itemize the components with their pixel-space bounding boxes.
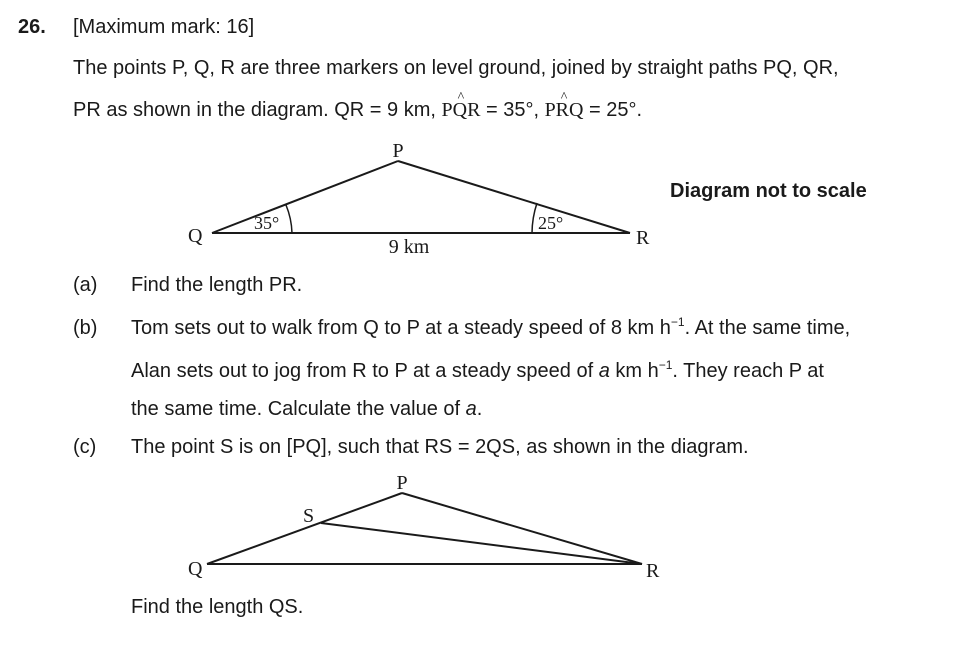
variable-a-2: a xyxy=(465,398,477,420)
part-b-line-2-sup: −1 xyxy=(658,358,673,372)
part-b-line-2-mid: km h xyxy=(609,360,659,382)
part-c-label: (c) xyxy=(73,436,97,458)
intro-line-2-prefix: PR as shown in the diagram. QR = 9 km, xyxy=(73,99,442,121)
angle-arc-q xyxy=(286,205,292,233)
side-pq-2 xyxy=(207,493,402,564)
angle-arc-r xyxy=(532,203,537,233)
part-b-line-2-start: Alan sets out to jog from R to P at a steady speed of xyxy=(131,360,599,382)
part-b-line-2-end: . They reach P at xyxy=(672,360,824,382)
part-a-text: Find the length PR. xyxy=(131,274,303,296)
segment-rs xyxy=(321,523,642,564)
angle-pqr-label: ^ PQR xyxy=(442,99,481,122)
vertex-label-p-2: P xyxy=(396,472,408,494)
diagram-note: Diagram not to scale xyxy=(670,180,867,202)
part-a-label: (a) xyxy=(73,274,98,296)
vertex-label-r: R xyxy=(636,227,650,249)
part-b-line-3-end: . xyxy=(476,398,483,420)
side-pq xyxy=(212,161,398,233)
intro-line-1: The points P, Q, R are three markers on level ground, joined by straight paths PQ, QR, xyxy=(73,57,839,79)
vertex-label-q: Q xyxy=(188,225,203,247)
angle-prq-label: ^ PRQ xyxy=(545,99,584,122)
part-b-line-1-sup: −1 xyxy=(670,315,685,329)
angle-pqr-value: = 35°, xyxy=(480,99,545,121)
side-pr-2 xyxy=(402,493,642,564)
angle-prq-value: = 25°. xyxy=(583,99,643,121)
part-b-line-1-start: Tom sets out to walk from Q to P at a steady speed of 8 km h xyxy=(131,317,671,339)
vertex-label-q-2: Q xyxy=(188,558,203,580)
vertex-label-r-2: R xyxy=(646,560,660,582)
part-b-line-3-start: the same time. Calculate the value of xyxy=(131,398,466,420)
angle-label-q: 35° xyxy=(254,213,280,233)
question-number: 26. xyxy=(18,16,46,38)
max-mark: [Maximum mark: 16] xyxy=(73,16,255,38)
point-label-s: S xyxy=(303,505,315,527)
variable-a: a xyxy=(598,360,610,382)
part-c-text: The point S is on [PQ], such that RS = 2QS, as shown in the diagram. xyxy=(131,436,749,458)
part-b-label: (b) xyxy=(73,317,98,339)
side-length-qr: 9 km xyxy=(388,236,430,258)
side-pr xyxy=(398,161,630,233)
vertex-label-p: P xyxy=(392,140,404,162)
part-b-line-2 xyxy=(131,360,824,383)
part-b-line-1 xyxy=(131,317,850,340)
part-b-line-1-end: . At the same time, xyxy=(684,317,851,339)
part-c-final: Find the length QS. xyxy=(131,596,304,618)
angle-label-r: 25° xyxy=(538,213,564,233)
part-b-line-3 xyxy=(131,398,482,421)
